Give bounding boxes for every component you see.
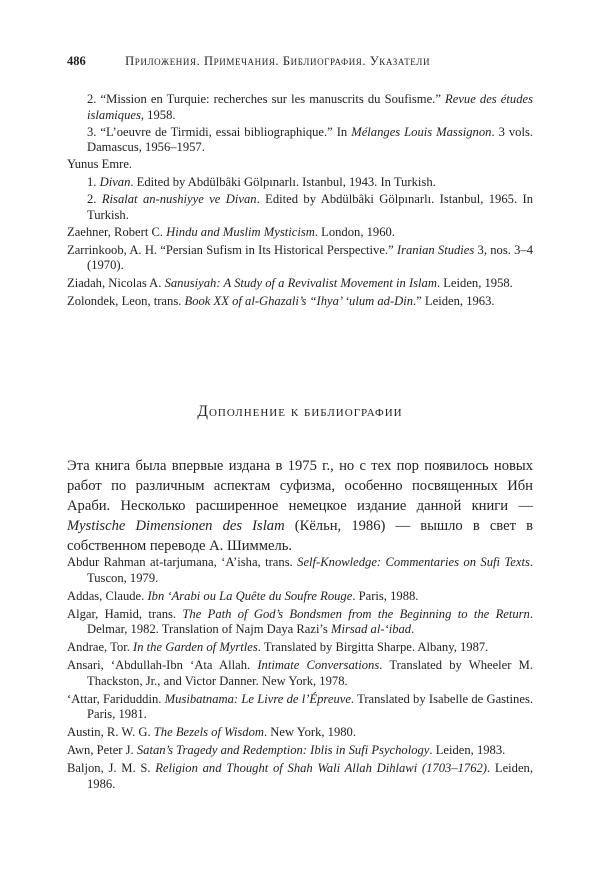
text-segment: . [411, 622, 415, 636]
bibliography-entry [67, 157, 533, 173]
text-segment: Zolondek, Leon, trans. [67, 294, 185, 308]
text-segment: . Paris, 1988. [352, 588, 419, 603]
italic-title: In the Garden of Myrtles [133, 640, 258, 654]
italic-title: Ibn ‘Arabi ou La Quête du Soufre Rouge [147, 588, 353, 603]
text-segment: Algar, Hamid, trans. [67, 606, 183, 621]
page-number: 486 [67, 54, 86, 68]
text-segment: Baljon, J. M. S. [67, 761, 156, 775]
text-segment: . Translated by Isabelle de Gastines. Paris, 1981. [87, 691, 533, 721]
bibliography-entry [67, 725, 533, 741]
bibliography-entry [67, 692, 533, 723]
text-segment: . Translated by Birgitta Sharpe. Albany, 1987. [257, 640, 489, 654]
bibliography-entry [67, 276, 533, 292]
italic-title: Risalat an-nushiyye ve Divan [101, 192, 257, 206]
text-segment: Ziadah, Nicolas A. [67, 276, 165, 290]
bibliography-entry [67, 743, 533, 759]
italic-title: Book XX of al-Ghazali’s “Ihya’ ‘ulum ad-Din [184, 294, 414, 308]
bibliography-entry [67, 658, 533, 689]
italic-title: Musibatnama: Le Livre de l’Épreuve [164, 691, 351, 706]
text-segment: 2. [87, 192, 102, 206]
text-segment: . Translated by Wheeler M. Thackston, Jr., and Victor Danner. New York, 1978. [87, 658, 533, 688]
bibliography-subentry [67, 92, 533, 123]
page-header [67, 54, 537, 69]
text-segment: . Leiden, 1983. [429, 743, 506, 757]
text-segment: . Leiden, 1958. [436, 276, 513, 290]
bibliography-entry [67, 294, 533, 310]
bibliography-entry [67, 761, 533, 792]
text-segment: ‘Attar, Fariduddin. [67, 691, 165, 706]
italic-title: Iranian Studies [396, 242, 475, 257]
text-segment: 3, nos. 3–4 (1970). [87, 242, 533, 272]
bibliography-entry [67, 225, 533, 241]
bibliography-entry [67, 589, 533, 605]
text-segment: Zaehner, Robert C. [67, 224, 167, 239]
bibliography-entry [67, 640, 533, 656]
text-segment: , 1958. [140, 107, 176, 122]
italic-title: Revue des études islamiques [87, 92, 533, 122]
bibliography-bottom [67, 555, 533, 795]
text-segment: . Delmar, 1982. Translation of Najm Daya Razi’s [87, 606, 533, 636]
italic-title: Intimate Conversations [257, 658, 380, 672]
bibliography-entry [67, 555, 533, 586]
italic-title: Divan [99, 175, 131, 189]
italic-title: Hindu and Muslim Mysticism [166, 224, 315, 239]
italic-title: Mirsad al-‘ibad [331, 622, 412, 636]
text-segment: .” Leiden, 1963. [413, 294, 495, 308]
italic-title: Self-Knowledge: Commentaries on Sufi Texts [297, 555, 530, 569]
section-heading: Дополнение к библиографии [197, 403, 403, 420]
text-segment: Ansari, ‘Abdullah-Ibn ‘Ata Allah. [67, 658, 258, 672]
text-segment: Andrae, Tor. [67, 640, 134, 654]
italic-title: The Path of God’s Bondsmen from the Beginning to the Return [182, 606, 530, 621]
intro-paragraph [67, 456, 533, 556]
bibliography-subentry [67, 125, 533, 156]
italic-title: Sanusiyah: A Study of a Revivalist Movement in Islam [164, 276, 437, 290]
italic-title: Satan’s Tragedy and Redemption: Iblis in Sufi Psychology [136, 743, 430, 757]
text-segment: 1. [87, 175, 100, 189]
text-segment: Awn, Peter J. [67, 743, 137, 757]
text-segment: . London, 1960. [314, 224, 395, 239]
bibliography-subentry [67, 175, 533, 191]
running-title: Приложения. Примечания. Библиография. Указатели [125, 54, 431, 68]
text-segment: . Edited by Abdülbâki Gölpınarlı. Istanbul, 1943. In Turkish. [130, 175, 436, 189]
bibliography-entry [67, 243, 533, 274]
text-segment: Эта книга была впервые издана в 1975 г., но с тех пор появилось новых работ по различным аспектам суфизма, особенно посвященных Ибн Араби. Несколько расширенное немецкое издание данной книги — [67, 458, 533, 514]
italic-title: Mystische Dimensionen des Islam [67, 518, 285, 534]
text-segment: . New York, 1980. [263, 725, 356, 739]
text-segment: . Leiden, 1986. [87, 761, 533, 791]
text-segment: Yunus Emre. [67, 157, 133, 171]
italic-title: The Bezels of Wisdom [153, 725, 264, 739]
bibliography-entry [67, 607, 533, 638]
text-segment: (Кёльн, 1986) — вышло в свет в собственном переводе А. Шиммель. [67, 518, 533, 554]
italic-title: Religion and Thought of Shah Wali Allah Dihlawi (1703–1762) [155, 761, 487, 775]
text-segment: Austin, R. W. G. [67, 725, 154, 739]
text-segment: Addas, Claude. [67, 588, 148, 603]
bibliography-subentry [67, 192, 533, 223]
text-segment: . Tuscon, 1979. [87, 555, 534, 585]
bibliography-top [67, 92, 533, 312]
text-segment: 3. “L’oeuvre de Tirmidi, essai bibliographique.” In [87, 124, 352, 139]
italic-title: Mélanges Louis Massignon [351, 124, 492, 139]
text-segment: Abdur Rahman at-tarjumana, ‘A’isha, trans. [67, 555, 298, 569]
text-segment: 2. “Mission en Turquie: recherches sur les manuscrits du Soufisme.” [87, 92, 446, 106]
text-segment: Zarrinkoob, A. H. “Persian Sufism in Its Historical Perspective.” [67, 242, 397, 257]
text-segment: . Edited by Abdülbâki Gölpınarlı. Istanbul, 1965. In Turkish. [87, 192, 533, 222]
text-segment: . 3 vols. Damascus, 1956–1957. [87, 124, 533, 154]
